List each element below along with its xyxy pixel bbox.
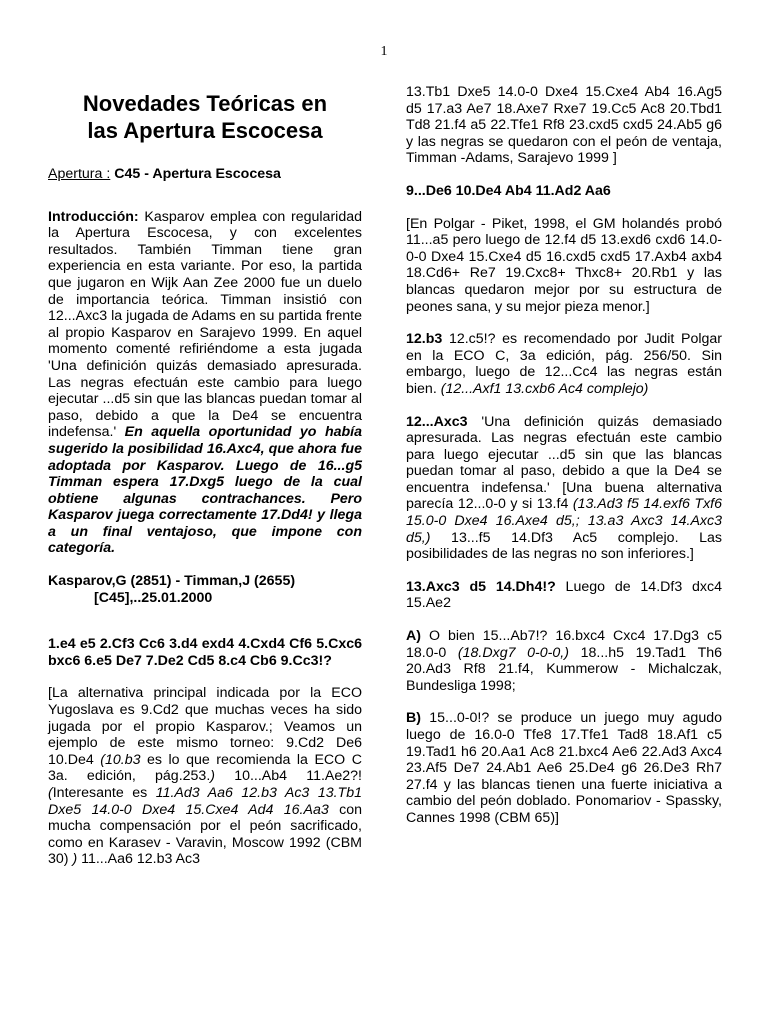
polgar-piket-paragraph: [En Polgar - Piket, 1998, el GM holandés probó 11...a5 pero luego de 12.f4 d5 13.exd6 cxd6 14.0-0-0 Dxe4 15.Cxe4 d5 16.cxd5 cxd5 17.Axb4 axb4 18.Cd6+ Re7 19.Cxc8+ Thxc8+ 20.Rb1 y las blancas quedaron mejor por su estructura de peones sana, y su mejor pieza menor.] (406, 215, 722, 315)
continuation-paragraph: 13.Tb1 Dxe5 14.0-0 Dxe4 15.Cxe4 Ab4 16.Ag5 d5 17.a3 Ae7 18.Axe7 Rxe7 19.Cc5 Ac8 20.Tbd1 Td8 21.f4 a5 22.Tfe1 Rf8 23.cxd5 cxd5 24.Ab5 g6 y las negras se quedaron con el peón de ventaja, Timman -Adams, Sarajevo 1999 ] (406, 84, 722, 167)
eco-italic-1: (10.b3 (100, 751, 141, 768)
eco-italic-5: ) (72, 851, 78, 868)
title-line-1: Novedades Teóricas en (82, 91, 328, 116)
opening-line (48, 166, 362, 183)
eco-text-3: 10...Ab4 11.Ae2?! (215, 768, 363, 785)
eco-italic-3: ( (48, 785, 53, 801)
intro-text: Kasparov emplea con regularidad la Apertura Escocesa, y con excelentes resultados. También Timman tiene gran experiencia en esta variante. Por eso, la partida que jugaron en Wijk Aan Zee 2000 fue un duelo de importancia teórica. Timman insistió con 12...Axc3 la jugada de Adams en su partida frente al propio Kasparov en Sarajevo 1999. En aquel momento comenté refiriéndome a esta jugada 'Una definición quizás demasiado apresurada. Las negras efectuán este cambio para luego ejecutar ...d5 sin que las blancas puedan tomar al paso, debido a que la De4 se encuentra indefensa.' (48, 208, 362, 441)
eco-text-5: con mucha compensación por el peón sacrificado, como en Karasev - Varavin, Moscow 1992 (CBM 30) (48, 801, 362, 868)
eco-text-6: 11...Aa6 12.b3 Ac3 (77, 851, 200, 868)
eco-text-1: [La alternativa principal indicada por la ECO Yugoslava es 9.Cd2 que muchas veces ha sido jugada por el propio Kasparov.; Veamos un ejemplo de este mismo torneo: 9.Cd2 De6 10.De4 (48, 685, 362, 768)
intro-label: Introducción: (48, 208, 139, 225)
moves-main-2: 9...De6 10.De4 Ab4 11.Ad2 Aa6 (406, 182, 611, 199)
eco-text-4: Interesante es (52, 785, 156, 801)
dh4-move: 13.Axc3 d5 14.Dh4!? (406, 578, 556, 595)
variation-a-label: A) (406, 628, 421, 645)
b3-text: 12.c5!? es recomendado por Judit Polgar en la ECO C, 3a edición, pág. 256/50. Sin embargo, luego de 12...Cc4 las negras están bien. (406, 331, 722, 397)
variation-a-text-2: 18...h5 19.Tad1 Th6 20.Ad3 Rf8 21.f4, Kummerow - Michalczak, Bundesliga 1998; (406, 644, 723, 694)
eco-italic-2: ) (210, 768, 215, 785)
left-column (48, 84, 362, 884)
axc3-text-2: 13...f5 14.Df3 Ac5 complejo. Las posibilidades de las negras no son inferiores.] (406, 529, 722, 563)
eco-paragraph (48, 685, 362, 868)
b3-italic: (12...Axf1 13.cxb6 Ac4 complejo) (440, 380, 649, 397)
moves-main-1: 1.e4 e5 2.Cf3 Cc6 3.d4 exd4 4.Cxd4 Cf6 5.Cxc6 bxc6 6.e5 De7 7.De2 Cd5 8.c4 Cb6 9.Cc3!? (48, 636, 362, 669)
intro-paragraph (48, 209, 362, 557)
title-line-2: las Apertura Escocesa (87, 118, 323, 143)
axc3-paragraph (406, 414, 722, 563)
variation-b-text: 15...0-0!? se produce un juego muy agudo luego de 16.0-0 Tfe8 17.Tfe1 Tad8 18.Af1 c5 19.Tad1 h6 20.Aa1 Ac8 21.bxc4 Ae6 22.Ad3 Axc4 23.Af5 De7 24.Ab1 Ae6 25.De4 g6 26.De3 Rh7 27.f4 y las blancas tienen una fuerte iniciativa a cambio del peón doblado. Ponomariov - Spassky, Cannes 1998 (CBM 65)] (406, 710, 722, 826)
axc3-italic: (13.Ad3 f5 14.exf6 Txf6 15.0-0 Dxe4 16.Axe4 d5,; 13.a3 Axc3 14.Axc3 d5,) (406, 496, 722, 546)
axc3-text-1: 'Una definición quizás demasiado apresurada. Las negras efectuán este cambio para luego ejecutar ...d5 sin que las blancas puedan tomar al paso, debido a que la De4 se encuentra indefensa.' [Una buena alternativa parecía 12...0-0 y si 13.f4 (406, 413, 722, 513)
opening-value: C45 - Apertura Escocesa (114, 166, 281, 182)
game-header (48, 573, 362, 606)
dh4-paragraph (406, 579, 722, 612)
eco-text-2: es lo que recomienda la ECO C 3a. edición, pág.253. (48, 751, 362, 785)
eco-italic-4: 11.Ad3 Aa6 12.b3 Ac3 13.Tb1 Dxe5 14.0-0 Dxe4 15.Cxe4 Ad4 16.Aa3 (48, 785, 362, 818)
variation-a-italic: (18.Dxg7 0-0-0,) (457, 644, 569, 661)
page-title (48, 84, 362, 144)
axc3-move: 12...Axc3 (406, 413, 468, 430)
page-number: 1 (380, 44, 388, 59)
variation-a-text-1: O bien 15...Ab7!? 16.bxc4 Cxc4 17.Dg3 c5 18.0-0 (406, 628, 722, 661)
right-column (406, 84, 722, 843)
variation-b-paragraph (406, 710, 722, 826)
b3-move: 12.b3 (406, 331, 443, 348)
game-players: Kasparov,G (2851) - Timman,J (2655) (48, 573, 296, 590)
variation-b-label: B) (406, 710, 421, 727)
dh4-text: Luego de 14.Df3 dxc4 15.Ae2 (406, 578, 722, 612)
game-eco-date: [C45],..25.01.2000 (94, 589, 213, 606)
intro-emphasis: En aquella oportunidad yo había sugerido la posibilidad 16.Axc4, que ahora fue adoptada por Kasparov. Luego de 16...g5 Timman espera 17.Dxg5 luego de la cual obtiene algunas contrachances. Pero Kasparov juega correctamente 17.Dd4! y llega a un final ventajoso, que impone con categoría. (48, 424, 362, 557)
variation-a-paragraph (406, 628, 722, 694)
b3-paragraph (406, 331, 722, 397)
opening-label: Apertura : (48, 166, 111, 182)
